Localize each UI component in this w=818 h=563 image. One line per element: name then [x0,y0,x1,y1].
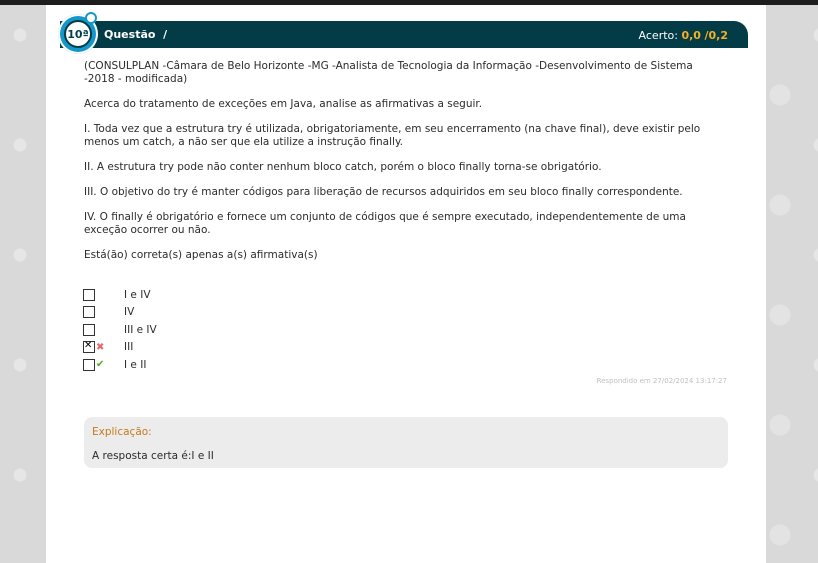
explanation-text: A resposta certa é:I e II [92,450,214,462]
option-row[interactable] [83,321,157,339]
statement-4: IV. O finally é obrigatório e fornece um conjunto de códigos que é sempre executado, independentemente de uma exceção ocorrer ou não. [84,211,686,236]
question-prompt: Está(ão) correta(s) apenas a(s) afirmativa(s) [84,249,318,261]
explanation-title: Explicação: [92,426,152,438]
badge-dot-icon [85,12,97,24]
option-label: III [124,341,134,354]
score-total: 0,2 [708,29,728,42]
option-label: III e IV [124,323,157,336]
option-label: I e II [124,358,147,371]
option-checkbox[interactable] [83,306,95,318]
wrong-x-icon: ✖ [96,341,105,353]
score-value: 0,0 [681,29,701,42]
question-number: 10ª [64,20,92,48]
question-intro: Acerca do tratamento de exceções em Java, analise as afirmativas a seguir. [84,98,483,110]
question-title [104,28,167,41]
score-separator: / [704,29,709,42]
option-label: IV [124,306,135,319]
statement-2: II. A estrutura try pode não conter nenhum bloco catch, porém o bloco finally torna-se obrigatório. [84,161,602,173]
question-content [84,60,724,274]
option-row[interactable] [83,356,157,374]
score [639,29,728,42]
option-row[interactable] [83,286,157,304]
question-separator: / [163,28,168,41]
option-label: I e IV [124,288,151,301]
option-checkbox[interactable] [83,289,95,301]
question-source: (CONSULPLAN -Câmara de Belo Horizonte -MG -Analista de Tecnologia da Informação -Desenvolvimento de Sistema -2018 - modificada) [84,60,693,85]
option-checkbox[interactable] [83,359,95,371]
explanation-box [84,417,728,468]
option-row[interactable] [83,304,157,322]
correct-check-icon: ✔ [96,359,105,371]
answered-timestamp: Respondido em 27/02/2024 13:17:27 [596,377,727,385]
option-checkbox[interactable] [83,324,95,336]
question-label: Questão [104,28,156,41]
score-label: Acerto: [638,29,678,42]
question-number-badge [58,14,98,54]
statement-3: III. O objetivo do try é manter códigos para liberação de recursos adquiridos em seu bloco finally correspondente. [84,186,683,198]
answer-options [83,286,157,374]
option-row[interactable] [83,339,157,357]
option-checkbox-checked[interactable] [83,341,95,353]
statement-1: I. Toda vez que a estrutura try é utilizada, obrigatoriamente, em seu encerramento (na chave final), deve existir pelo menos um catch, a não ser que ela utilize a instrução finally. [84,123,701,148]
